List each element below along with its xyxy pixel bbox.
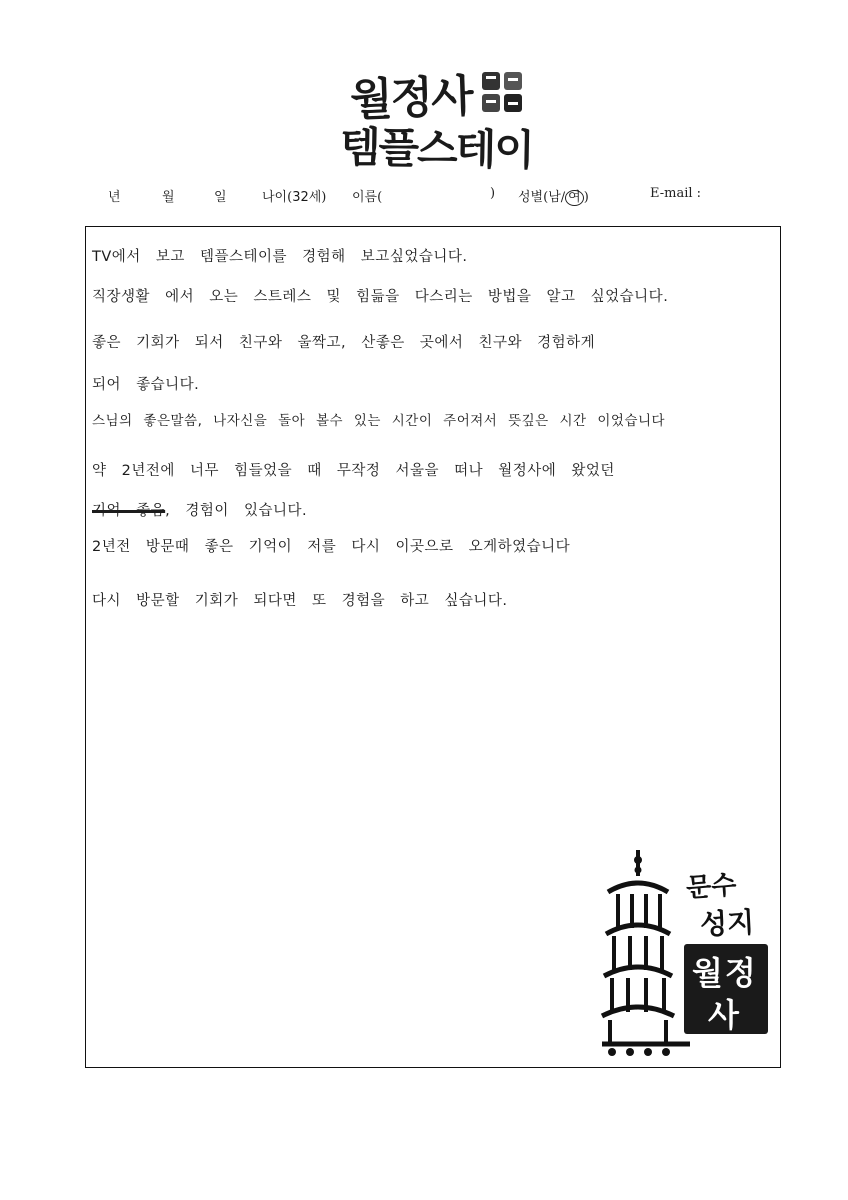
age-label-suffix: 세) bbox=[308, 190, 327, 205]
handwritten-line: 되어 좋습니다. bbox=[92, 377, 200, 393]
handwritten-line: 직장생활 에서 오는 스트레스 및 힘듦을 다스리는 방법을 알고 싶었습니다. bbox=[92, 289, 669, 305]
day-label: 일 bbox=[214, 190, 227, 205]
name-label-suffix: ) bbox=[490, 186, 496, 201]
handwritten-line: 2년전 방문때 좋은 기억이 저를 다시 이곳으로 오게하였습니다 bbox=[92, 539, 571, 555]
title-templestay: 템플스테이 bbox=[339, 122, 534, 175]
age-field bbox=[262, 186, 326, 205]
handwritten-line: 다시 방문할 기회가 되다면 또 경험을 하고 싶습니다. bbox=[92, 593, 508, 609]
gender-female-selected: 여 bbox=[565, 190, 584, 206]
email-label: E-mail : bbox=[650, 186, 702, 201]
stamp-text-seongji: 성지 bbox=[699, 905, 756, 942]
gender-separator: / bbox=[560, 190, 566, 205]
small-seal-icon bbox=[480, 70, 524, 114]
handwritten-line-part: 경험이 있습니다. bbox=[185, 503, 308, 519]
seal-text-sa: 사 bbox=[708, 996, 739, 1034]
gender-field bbox=[518, 186, 589, 206]
handwritten-line: 좋은 기회가 되서 친구와 울짝고, 산좋은 곳에서 친구와 경험하게 bbox=[92, 335, 596, 351]
year-label: 년 bbox=[108, 190, 121, 205]
gender-male: 남 bbox=[548, 190, 561, 205]
gender-label-suffix: ) bbox=[583, 190, 589, 205]
handwritten-line: 스님의 좋은말씀, 나자신을 돌아 볼수 있는 시간이 주어져서 뜻깊은 시간 이었습니다 bbox=[92, 413, 666, 429]
temple-stamp bbox=[600, 848, 780, 1058]
title-temple-name: 월정사 bbox=[349, 70, 473, 127]
gender-label-prefix: 성별( bbox=[518, 190, 549, 205]
handwritten-line: TV에서 보고 템플스테이를 경험해 보고싶었습니다. bbox=[92, 249, 468, 265]
title-block bbox=[340, 62, 540, 174]
stamp-text-munsu: 문수 bbox=[685, 870, 738, 904]
handwritten-line-with-strike: 기억 좋음, 경험이 있습니다. bbox=[92, 503, 308, 519]
age-label-prefix: 나이( bbox=[262, 190, 293, 205]
handwritten-line: 약 2년전에 너무 힘들었을 때 무작정 서울을 떠나 월정사에 왔었던 bbox=[92, 463, 615, 479]
form-info-row bbox=[0, 186, 848, 206]
month-label: 월 bbox=[162, 190, 175, 205]
name-label-prefix: 이름( bbox=[352, 190, 383, 205]
struck-out-text: 기억 좋음 bbox=[92, 503, 166, 519]
seal-text-woljeong: 월정 bbox=[692, 954, 758, 992]
age-value: 32 bbox=[292, 190, 309, 205]
